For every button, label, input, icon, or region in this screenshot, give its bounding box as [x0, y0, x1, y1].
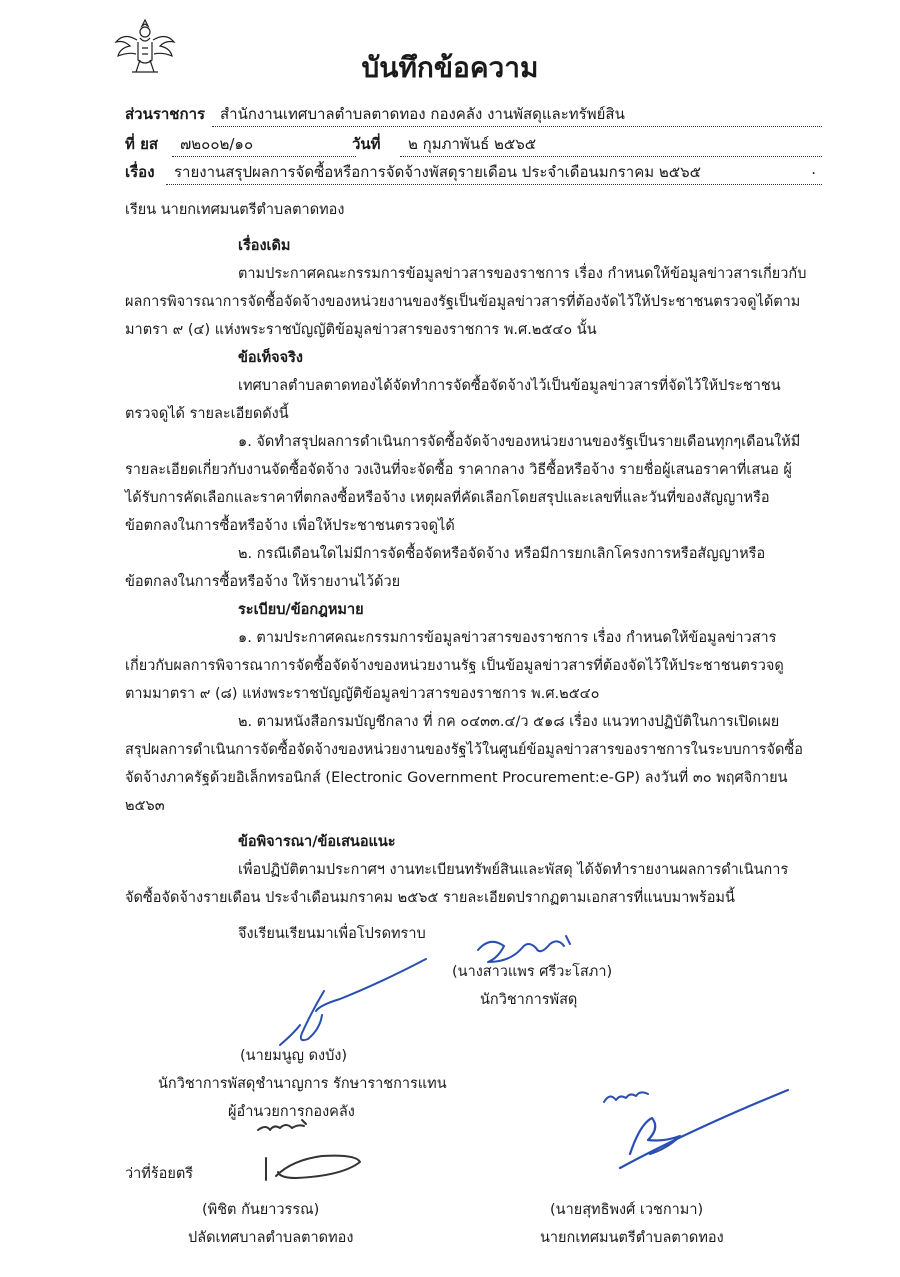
para-item1-l1: ๑. จัดทำสรุปผลการดำเนินการจัดซื้อจัดจ้างของหน่วยงานของรัฐเป็นรายเดือนทุกๆเดือนให้มี	[238, 434, 801, 450]
heading-facts: ข้อเท็จจริง	[238, 350, 303, 366]
para-reg2-l2: สรุปผลการดำเนินการจัดซื้อจัดจ้างของหน่วยงานของรัฐไว้ในศูนย์ข้อมูลข่าวสารของราชการในระบบการจัดซื้อ	[125, 742, 803, 758]
date-label: วันที่	[352, 135, 381, 153]
signer-1-title: นักวิชาการพัสดุ	[480, 992, 578, 1008]
signer-2-title-line1: นักวิชาการพัสดุชำนาญการ รักษาราชการแทน	[158, 1076, 447, 1092]
agency-label: ส่วนราชการ	[125, 105, 206, 123]
para-facts-l1: เทศบาลตำบลตาดทองได้จัดทำการจัดซื้อจัดจ้างไว้เป็นข้อมูลข่าวสารที่จัดไว้ให้ประชาชน	[238, 378, 781, 394]
signer-2-name: (นายมนูญ ดงบัง)	[240, 1048, 348, 1064]
para-consider-l2: จัดซื้อจัดจ้างรายเดือน ประจำเดือนมกราคม ๒๕๖๕ รายละเอียดปรากฏตามเอกสารที่แนบมาพร้อมนี้	[125, 890, 735, 906]
para-item2-l1: ๒. กรณีเดือนใดไม่มีการจัดซื้อจัดหรือจัดจ้าง หรือมีการยกเลิกโครงการหรือสัญญาหรือ	[238, 546, 766, 562]
para-reg2-l3: จัดจ้างภาครัฐด้วยอิเล็กทรอนิกส์ (Electronic Government Procurement:e-GP) ลงวันที่ ๓๐ พฤศจิกายน	[125, 770, 788, 786]
para-background-l3: มาตรา ๙ (๔) แห่งพระราชบัญญัติข้อมูลข่าวสารของราชการ พ.ศ.๒๕๔๐ นั้น	[125, 322, 597, 338]
signer-3-name: (พิชิต กันยาวรรณ)	[202, 1202, 320, 1218]
subject-text: รายงานสรุปผลการจัดซื้อหรือการจัดจ้างพัสดุรายเดือน ประจำเดือนมกราคม ๒๕๖๕	[174, 163, 702, 181]
heading-regulations: ระเบียบ/ข้อกฎหมาย	[238, 602, 364, 618]
signature-4-scribble	[600, 1084, 800, 1174]
para-item1-l3: ได้รับการคัดเลือกและราคาที่ตกลงซื้อหรือจ้าง เหตุผลที่คัดเลือกโดยสรุปและเลขที่และวันที่ของสัญญาหรือ	[125, 490, 770, 506]
salutation: เรียน นายกเทศมนตรีตำบลตาดทอง	[125, 202, 345, 218]
signer-3-prefix: ว่าที่ร้อยตรี	[125, 1166, 194, 1182]
closing-text: จึงเรียนเรียนมาเพื่อโปรดทราบ	[238, 926, 426, 942]
para-reg2-l4: ๒๕๖๓	[125, 798, 165, 814]
date-value: ๒ กุมภาพันธ์ ๒๕๖๕	[400, 132, 822, 157]
heading-considerations: ข้อพิจารณา/ข้อเสนอแนะ	[238, 834, 396, 850]
heading-background: เรื่องเดิม	[238, 238, 291, 254]
para-background-l2: ผลการพิจารณาการจัดซื้อจัดจ้างของหน่วยงานของรัฐเป็นข้อมูลข่าวสารที่ต้องจัดไว้ให้ประชาชนตรวจดูได้ตาม	[125, 294, 801, 310]
signer-4-title: นายกเทศมนตรีตำบลตาดทอง	[540, 1230, 724, 1246]
para-facts-l2: ตรวจดูได้ รายละเอียดดังนี้	[125, 406, 289, 422]
signer-1-name: (นางสาวแพร ศรีวะโสภา)	[452, 964, 613, 980]
ref-label: ที่ ยส	[125, 135, 159, 153]
signer-2-title-line2: ผู้อำนวยการกองคลัง	[228, 1104, 355, 1120]
signer-4-name: (นายสุทธิพงศ์ เวชกามา)	[550, 1202, 704, 1218]
subject-tail: .	[811, 160, 816, 178]
para-reg1-l3: ตามมาตรา ๙ (๘) แห่งพระราชบัญญัติข้อมูลข่าวสารของราชการ พ.ศ.๒๕๔๐	[125, 686, 600, 702]
subject-value	[166, 160, 822, 185]
signature-3-scribble	[252, 1116, 372, 1186]
para-reg1-l2: เกี่ยวกับผลการพิจารณาการจัดซื้อจัดจ้างของหน่วยงานรัฐ เป็นข้อมูลข่าวสารที่ต้องจัดไว้ให้ประชาชนตรวจดู	[125, 658, 784, 674]
document-title: บันทึกข้อความ	[361, 51, 539, 84]
para-item1-l4: ข้อตกลงในการซื้อหรือจ้าง เพื่อให้ประชาชนตรวจดูได้	[125, 518, 455, 534]
signature-2-scribble	[250, 955, 430, 1050]
ref-value: ๗๒๐๐๒/๑๐	[172, 132, 356, 157]
para-item2-l2: ข้อตกลงในการซื้อหรือจ้าง ให้รายงานไว้ด้วย	[125, 574, 401, 590]
para-reg2-l1: ๒. ตามหนังสือกรมบัญชีกลาง ที่ กค ๐๔๓๓.๔/ว ๕๑๘ เรื่อง แนวทางปฏิบัติในการเปิดเผย	[238, 714, 780, 730]
para-background-l1: ตามประกาศคณะกรรมการข้อมูลข่าวสารของราชการ เรื่อง กำหนดให้ข้อมูลข่าวสารเกี่ยวกับ	[238, 266, 807, 282]
agency-value: สำนักงานเทศบาลตำบลตาดทอง กองคลัง งานพัสดุและทรัพย์สิน	[212, 102, 822, 127]
signer-3-title: ปลัดเทศบาลตำบลตาดทอง	[188, 1230, 354, 1246]
para-item1-l2: รายละเอียดเกี่ยวกับงานจัดซื้อจัดจ้าง วงเงินที่จะจัดซื้อ ราคากลาง วิธีซื้อหรือจ้าง รายชื่อผู้เสนอราคาที่เสนอ ผู้	[125, 462, 792, 478]
subject-label: เรื่อง	[125, 163, 155, 181]
para-consider-l1: เพื่อปฏิบัติตามประกาศฯ งานทะเบียนทรัพย์สินและพัสดุ ได้จัดทำรายงานผลการดำเนินการ	[238, 862, 789, 878]
para-reg1-l1: ๑. ตามประกาศคณะกรรมการข้อมูลข่าวสารของราชการ เรื่อง กำหนดให้ข้อมูลข่าวสาร	[238, 630, 777, 646]
